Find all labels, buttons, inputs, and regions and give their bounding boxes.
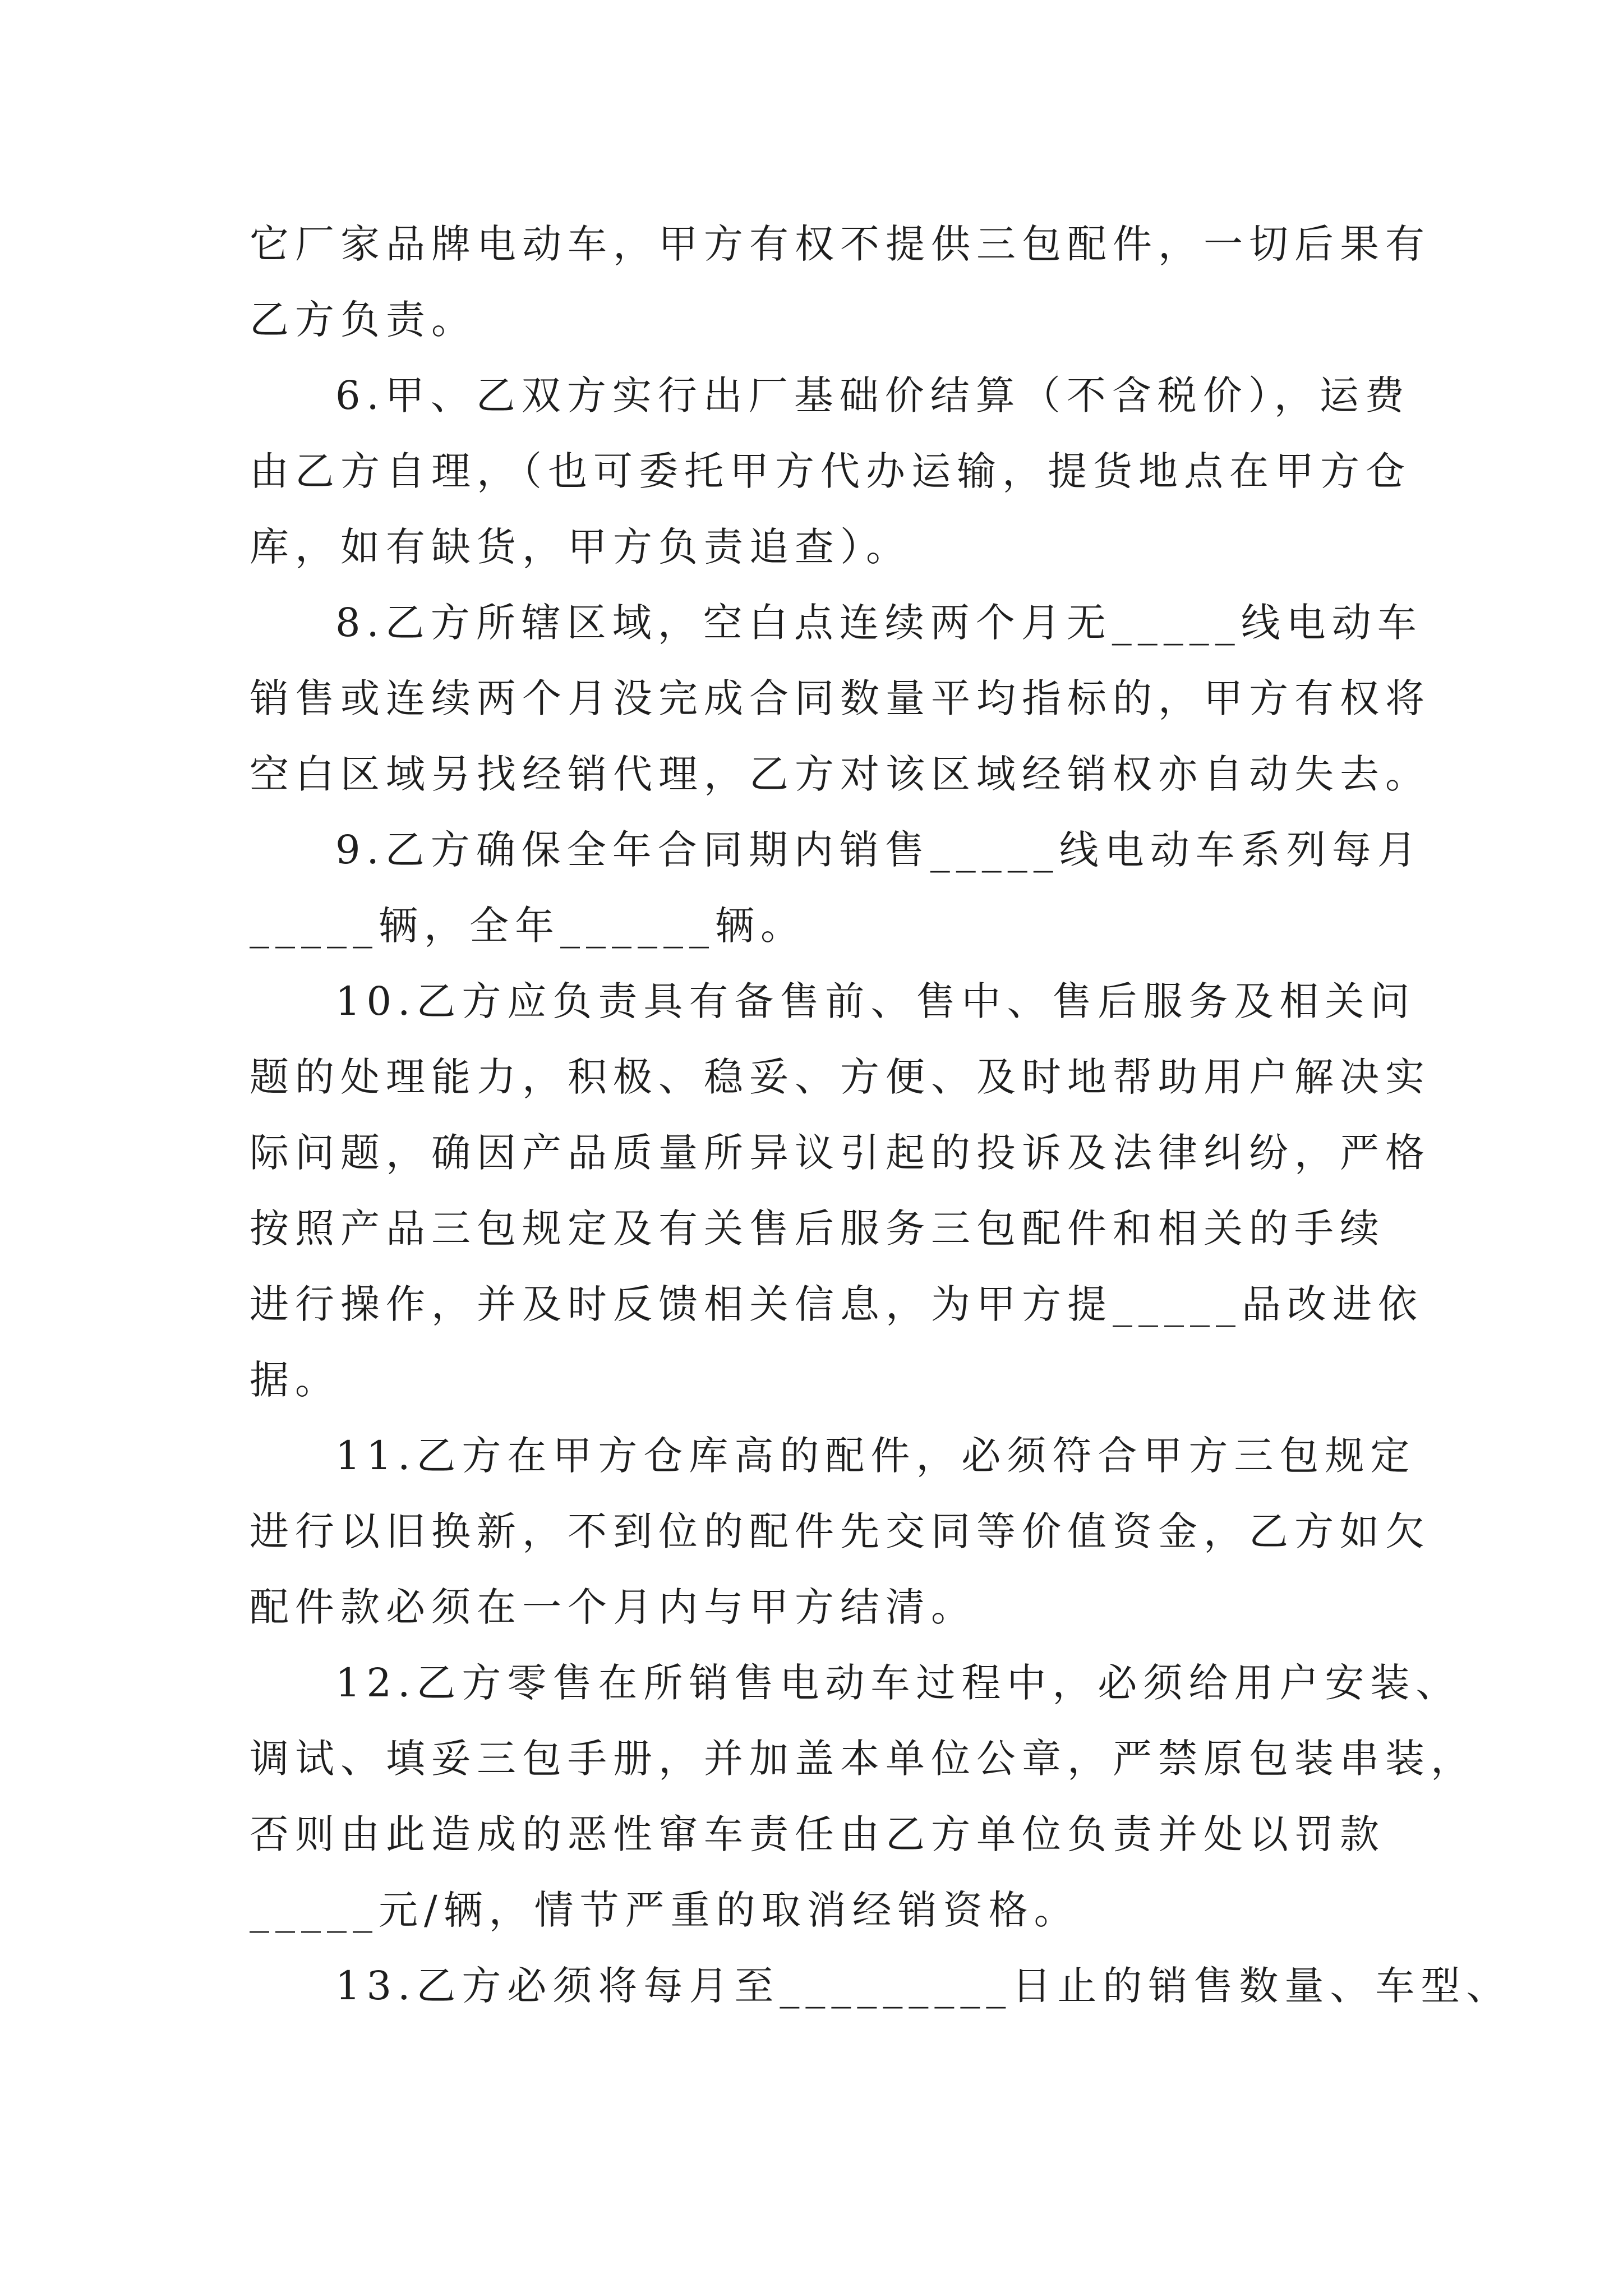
text-line: 由乙方自理，（也可委托甲方代办运输，提货地点在甲方仓: [250, 448, 1411, 494]
paragraph-13-line: 13.乙方必须将每月至_________日止的销售数量、车型、: [335, 1963, 1512, 2009]
text-line: 题的处理能力，积极、稳妥、方便、及时地帮助用户解决实: [250, 1054, 1431, 1100]
paragraph-9-line: 9.乙方确保全年合同期内销售_____线电动车系列每月: [335, 827, 1423, 873]
text-line: 进行以旧换新，不到位的配件先交同等价值资金，乙方如欠: [250, 1508, 1431, 1554]
text-line: 否则由此造成的恶性窜车责任由乙方单位负责并处以罚款: [250, 1811, 1385, 1857]
paragraph-10-line: 10.乙方应负责具有备售前、售中、售后服务及相关问: [335, 978, 1416, 1024]
paragraph-12-line: 12.乙方零售在所销售电动车过程中，必须给用户安装、: [335, 1660, 1461, 1706]
text-line: 库，如有缺货，甲方负责追查）。: [250, 524, 911, 570]
paragraph-6-line: 6.甲、乙双方实行出厂基础价结算（不含税价），运费: [335, 372, 1410, 418]
paragraph-11-line: 11.乙方在甲方仓库高的配件，必须符合甲方三包规定: [335, 1433, 1416, 1479]
text-line: 按照产品三包规定及有关售后服务三包配件和相关的手续: [250, 1205, 1385, 1251]
text-line: 配件款必须在一个月内与甲方结清。: [250, 1584, 976, 1630]
text-line: _____辆，全年______辆。: [250, 903, 806, 949]
text-line: 空白区域另找经销代理，乙方对该区域经销权亦自动失去。: [250, 751, 1431, 797]
text-line: 进行操作，并及时反馈相关信息，为甲方提_____品改进依: [250, 1281, 1423, 1327]
text-line: _____元/辆，情节严重的取消经销资格。: [250, 1887, 1080, 1933]
text-line: 乙方负责。: [250, 297, 477, 343]
text-line: 销售或连续两个月没完成合同数量平均指标的，甲方有权将: [250, 675, 1431, 721]
text-line: 际问题，确因产品质量所异议引起的投诉及法律纠纷，严格: [250, 1130, 1431, 1176]
paragraph-8-line: 8.乙方所辖区域，空白点连续两个月无_____线电动车: [335, 600, 1423, 646]
text-line: 调试、填妥三包手册，并加盖本单位公章，严禁原包装串装，: [250, 1736, 1476, 1782]
text-line: 它厂家品牌电动车，甲方有权不提供三包配件，一切后果有: [250, 221, 1431, 267]
text-line: 据。: [250, 1357, 340, 1403]
